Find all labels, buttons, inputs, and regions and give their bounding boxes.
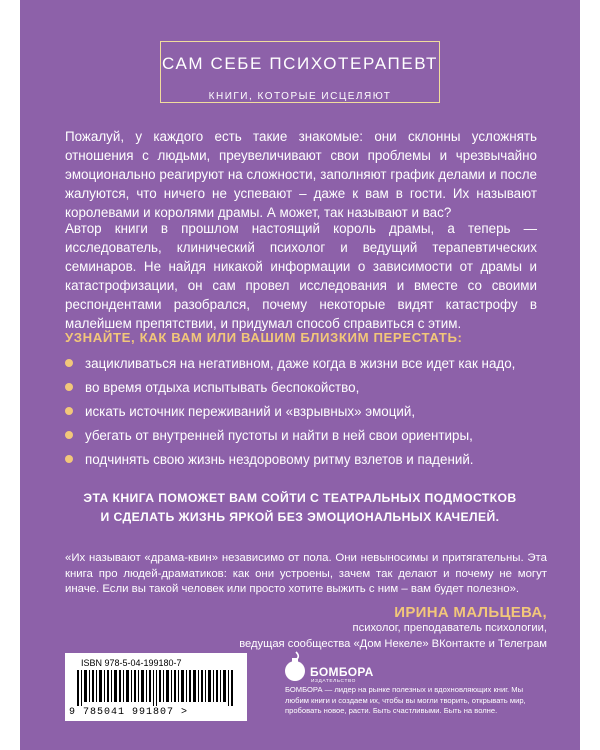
- publisher-name: БОМБОРА: [310, 665, 374, 679]
- bullet-dot-icon: [65, 455, 73, 463]
- publisher-description: БОМБОРА — лидер на рынке полезных и вдохновляющих книг. Мы любим книги и создаем их, чтобы вы могли творить, открывать мир, пробовать новое, расти. Быть счастливыми. Быть на волне.: [285, 685, 526, 715]
- intro-paragraph-1: Пожалуй, у каждого есть такие знакомые: они склонны усложнять отношения с людьми, преувеличивают свои проблемы и чрезвычайно эмоционально реагируют на сложности, заполняют график делами и после жалуются, что ничего не успевают – даже к вам в гости. Их называют королевами и королями драмы. А может, так называют и вас?: [65, 129, 537, 220]
- list-item: [65, 402, 545, 421]
- list-item: [65, 426, 545, 445]
- list-item-text: подчинять свою жизнь нездоровому ритму взлетов и падений.: [85, 452, 474, 467]
- testimonial-signature: [239, 604, 547, 652]
- list-item: [65, 354, 545, 373]
- callout: [20, 489, 580, 527]
- callout-line-2: И СДЕЛАТЬ ЖИЗНЬ ЯРКОЙ БЕЗ ЭМОЦИОНАЛЬНЫХ КАЧЕЛЕЙ.: [100, 510, 500, 524]
- callout-line-1: ЭТА КНИГА ПОМОЖЕТ ВАМ СОЙТИ С ТЕАТРАЛЬНЫХ ПОДМОСТКОВ: [83, 491, 517, 505]
- author-name: ИРИНА МАЛЬЦЕВА,: [394, 604, 547, 621]
- list-item-text: убегать от внутренней пустоты и найти в ней свои ориентиры,: [85, 428, 473, 443]
- list-item-text: во время отдыха испытывать беспокойство,: [85, 380, 360, 395]
- list-item: [65, 450, 545, 469]
- barcode-digits: 9 785041 991807 >: [69, 707, 189, 718]
- bullet-dot-icon: [65, 407, 73, 415]
- list-item: [65, 378, 545, 397]
- bullet-dot-icon: [65, 359, 73, 367]
- author-title: психолог, преподаватель психологии,: [352, 622, 547, 634]
- publisher-logo: [282, 650, 374, 689]
- bullet-dot-icon: [65, 431, 73, 439]
- list-heading: УЗНАЙТЕ, КАК ВАМ ИЛИ ВАШИМ БЛИЗКИМ ПЕРЕСТАТЬ:: [65, 330, 463, 345]
- bullet-dot-icon: [65, 383, 73, 391]
- list-item-text: зацикливаться на негативном, даже когда в жизни все идет как надо,: [85, 356, 516, 371]
- book-back-cover: [20, 0, 580, 750]
- author-affiliation: ведущая сообщества «Дом Некеле» ВКонтакте и Телеграм: [239, 637, 547, 650]
- list-item-text: искать источник переживаний и «взрывных» эмоций,: [85, 404, 416, 419]
- series-title: САМ СЕБЕ ПСИХОТЕРАПЕВТ: [161, 54, 439, 73]
- intro-paragraph-2: Автор книги в прошлом настоящий король драмы, а теперь — исследователь, клинический психолог и ведущий терапевтических семинаров. Не найдя никакой информации о зависимости от драмы и катастрофизации, он сам провел исследования и вместе со своими респондентами разобрался, почему некоторые видят катастрофу в малейшем препятствии, и придумал способ справиться с этим.: [65, 221, 537, 331]
- barcode: [65, 653, 247, 721]
- testimonial-quote: «Их называют «драма-квин» независимо от пола. Они невыносимы и притягательны. Эта книга про людей-драматиков: как они устроены, зачем так делают и почему не могут иначе. Если вы такой человек или просто хотите выжить с ним – вам будет полезно».: [65, 552, 547, 595]
- benefit-list: [65, 354, 545, 469]
- isbn-label: ISBN 978-5-04-199180-7: [81, 658, 182, 668]
- bomb-icon: [282, 650, 308, 684]
- publisher-sub: ИЗДАТЕЛЬСТВО: [311, 679, 356, 684]
- series-subtitle: КНИГИ, КОТОРЫЕ ИСЦЕЛЯЮТ: [205, 91, 395, 102]
- barcode-bars-icon: [77, 670, 235, 706]
